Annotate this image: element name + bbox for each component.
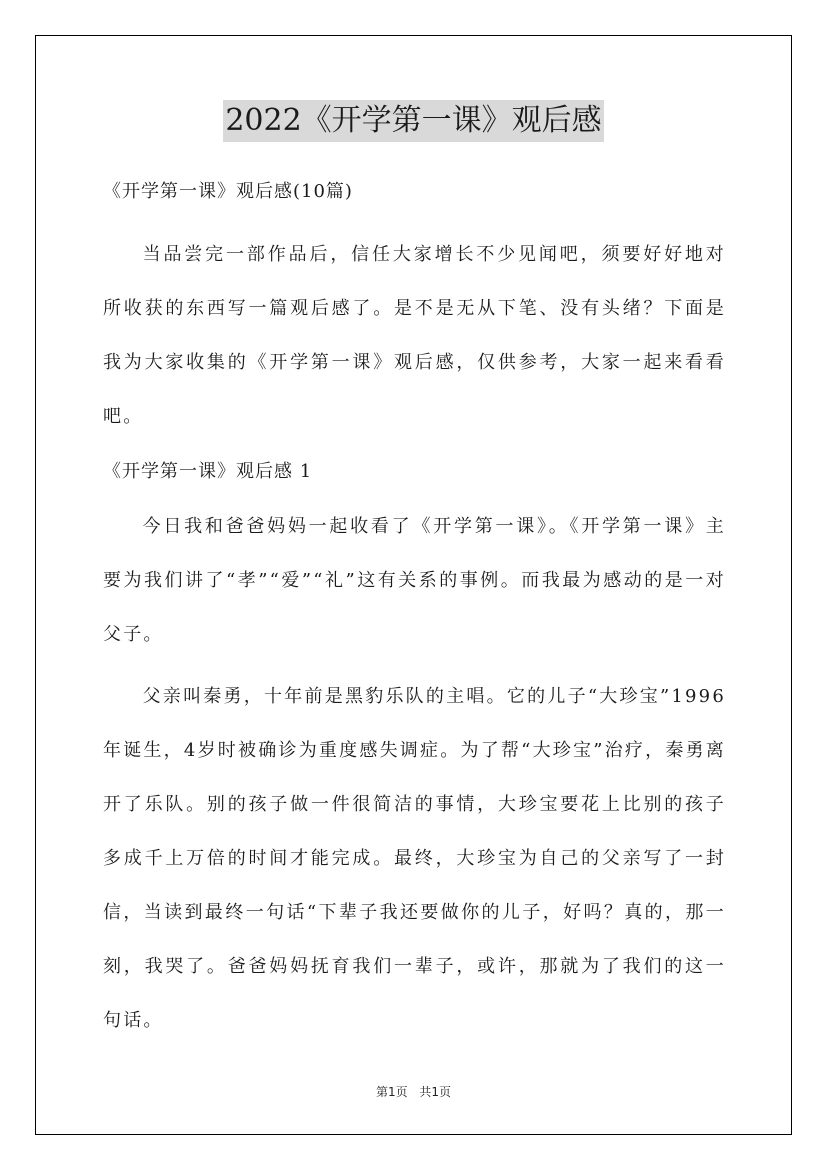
title-container	[0, 100, 827, 142]
intro-paragraph: 当品尝完一部作品后，信任大家增长不少见闻吧，须要好好地对所收获的东西写一篇观后感了。是不是无从下笔、没有头绪？下面是我为大家收集的《开学第一课》观后感，仅供参考，大家一起来看看吧。	[103, 244, 726, 427]
document-body	[103, 172, 726, 1048]
page-number-current: 第1页	[375, 1085, 408, 1099]
document-title: 2022《开学第一课》观后感	[223, 100, 603, 142]
page-number-total: 共1页	[419, 1085, 452, 1099]
body-paragraph-1: 今日我和爸爸妈妈一起收看了《开学第一课》。《开学第一课》主要为我们讲了“孝”“爱”“礼”这有关系的事例。而我最为感动的是一对父子。	[103, 516, 726, 645]
body-paragraph-2: 父亲叫秦勇，十年前是黑豹乐队的主唱。它的儿子“大珍宝”1996年诞生，4岁时被确诊为重度感失调症。为了帮“大珍宝”治疗，秦勇离开了乐队。别的孩子做一件很简洁的事情，大珍宝要花上比别的孩子多成千上万倍的时间才能完成。最终，大珍宝为自己的父亲写了一封信，当读到最终一句话“下辈子我还要做你的儿子，好吗？真的，那一刻，我哭了。爸爸妈妈抚育我们一辈子，或许，那就为了我们的这一句话。	[103, 686, 726, 1031]
page-footer	[0, 1083, 827, 1100]
document-subtitle: 《开学第一课》观后感(10篇)	[103, 181, 353, 202]
section-heading: 《开学第一课》观后感 1	[103, 461, 313, 482]
